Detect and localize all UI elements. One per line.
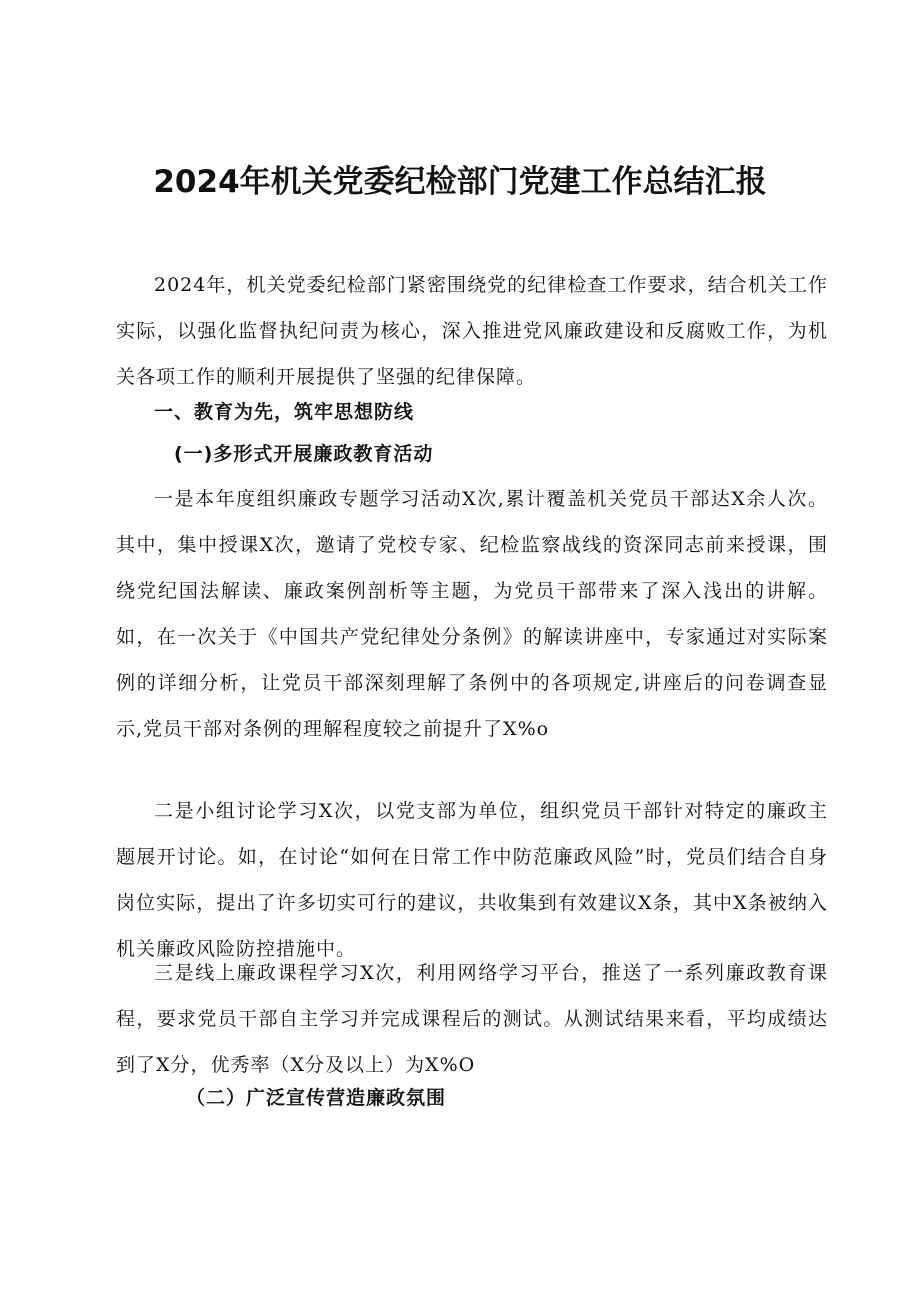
section-heading-education: 一、教育为先，筑牢思想防线 [154, 401, 415, 423]
subsection-heading-publicity: （二）广泛宣传营造廉政氛围 [186, 1087, 447, 1109]
intro-paragraph: 2024年，机关党委纪检部门紧密围绕党的纪律检查工作要求，结合机关工作实际，以强化监督执纪问责为核心，深入推进党风廉政建设和反腐败工作，为机关各项工作的顺利开展提供了坚强的纪律保障。 [116, 274, 828, 388]
paragraph-item-two: 二是小组讨论学习X次，以党支部为单位，组织党员干部针对特定的廉政主题展开讨论。如，在讨论“如何在日常工作中防范廉政风险”时，党员们结合自身岗位实际，提出了许多切实可行的建议，共收集到有效建议X条，其中X条被纳入机关廉政风险防控措施中。 [116, 800, 828, 960]
paragraph-item-one: 一是本年度组织廉政专题学习活动X次,累计覆盖机关党员干部达X余人次。其中，集中授课X次，邀请了党校专家、纪检监察战线的资深同志前来授课，围绕党纪国法解读、廉政案例剖析等主题，为党员干部带来了深入浅出的讲解。如，在一次关于《中国共产党纪律处分条例》的解读讲座中，专家通过对实际案例的详细分析，让党员干部深刻理解了条例中的各项规定,讲座后的问卷调查显示,党员干部对条例的理解程度较之前提升了X%o [116, 488, 828, 740]
subsection-heading-activities: (一)多形式开展廉政教育活动 [174, 443, 434, 465]
paragraph-item-three: 三是线上廉政课程学习X次，利用网络学习平台，推送了一系列廉政教育课程，要求党员干部自主学习并完成课程后的测试。从测试结果来看，平均成绩达到了X分，优秀率（X分及以上）为X%O [116, 962, 828, 1076]
document-title: 2024年机关党委纪检部门党建工作总结汇报 [153, 164, 767, 200]
